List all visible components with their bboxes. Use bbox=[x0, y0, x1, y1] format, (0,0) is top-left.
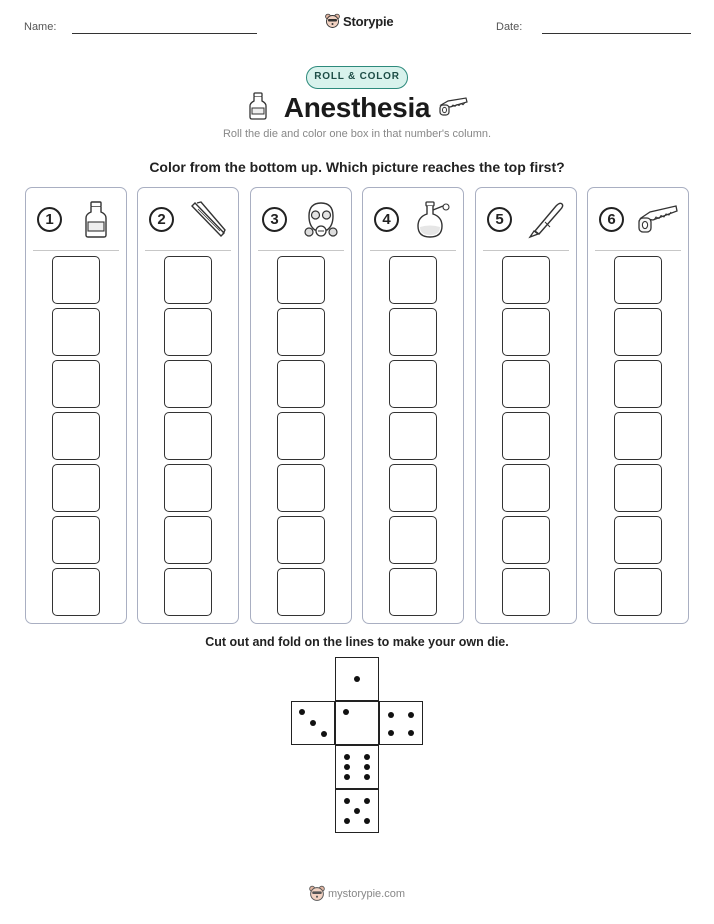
color-box[interactable] bbox=[164, 568, 212, 616]
color-box[interactable] bbox=[52, 256, 100, 304]
color-box[interactable] bbox=[277, 464, 325, 512]
date-label: Date: bbox=[496, 21, 523, 33]
color-box[interactable] bbox=[614, 308, 662, 356]
die-pip bbox=[344, 764, 350, 770]
color-box[interactable] bbox=[614, 464, 662, 512]
die-face-four bbox=[379, 701, 423, 745]
die-face-six bbox=[335, 745, 379, 789]
medicine-vial-icon bbox=[76, 200, 116, 240]
footer-url[interactable]: mystorypie.com bbox=[328, 887, 406, 900]
column-number: 6 bbox=[599, 207, 624, 232]
bear-mascot-icon bbox=[309, 885, 325, 902]
color-box[interactable] bbox=[502, 256, 550, 304]
column-5 bbox=[475, 187, 577, 624]
die-pip bbox=[343, 709, 349, 715]
column-divider bbox=[595, 250, 681, 251]
die-face-one bbox=[335, 657, 379, 701]
die-pip bbox=[364, 818, 370, 824]
bone-saw-icon bbox=[439, 97, 469, 117]
die-face-center bbox=[335, 701, 379, 745]
color-box[interactable] bbox=[164, 256, 212, 304]
color-box[interactable] bbox=[614, 516, 662, 564]
column-number: 5 bbox=[487, 207, 512, 232]
die-pip bbox=[310, 720, 316, 726]
column-divider bbox=[483, 250, 569, 251]
column-2 bbox=[137, 187, 239, 624]
color-box[interactable] bbox=[277, 568, 325, 616]
color-box[interactable] bbox=[277, 308, 325, 356]
color-box[interactable] bbox=[52, 308, 100, 356]
scalpel-icon bbox=[526, 200, 566, 240]
color-box[interactable] bbox=[164, 308, 212, 356]
gas-mask-icon bbox=[301, 200, 341, 240]
column-number: 3 bbox=[262, 207, 287, 232]
color-box[interactable] bbox=[164, 412, 212, 460]
color-box[interactable] bbox=[389, 256, 437, 304]
die-pip bbox=[321, 731, 327, 737]
color-box[interactable] bbox=[389, 464, 437, 512]
bear-mascot-icon bbox=[325, 13, 340, 29]
color-box[interactable] bbox=[502, 308, 550, 356]
die-pip bbox=[354, 808, 360, 814]
die-pip bbox=[408, 712, 414, 718]
die-pip bbox=[364, 754, 370, 760]
activity-badge: ROLL & COLOR bbox=[306, 66, 408, 89]
color-box[interactable] bbox=[389, 308, 437, 356]
die-pip bbox=[388, 712, 394, 718]
column-number: 4 bbox=[374, 207, 399, 232]
brand-name: Storypie bbox=[343, 13, 394, 29]
color-box[interactable] bbox=[389, 568, 437, 616]
color-box[interactable] bbox=[614, 568, 662, 616]
die-pip bbox=[364, 774, 370, 780]
column-divider bbox=[33, 250, 119, 251]
column-divider bbox=[145, 250, 231, 251]
instruction: Color from the bottom up. Which picture reaches the top first? bbox=[149, 159, 565, 175]
color-box[interactable] bbox=[389, 360, 437, 408]
color-box[interactable] bbox=[164, 360, 212, 408]
color-box[interactable] bbox=[164, 464, 212, 512]
column-divider bbox=[258, 250, 344, 251]
column-1 bbox=[25, 187, 127, 624]
die-face-three bbox=[291, 701, 335, 745]
tweezers-icon bbox=[188, 200, 228, 240]
column-divider bbox=[370, 250, 456, 251]
die-pip bbox=[364, 764, 370, 770]
color-box[interactable] bbox=[164, 516, 212, 564]
date-line[interactable] bbox=[542, 33, 691, 34]
color-box[interactable] bbox=[389, 412, 437, 460]
color-box[interactable] bbox=[52, 412, 100, 460]
column-number: 2 bbox=[149, 207, 174, 232]
die-pip bbox=[344, 798, 350, 804]
color-box[interactable] bbox=[502, 412, 550, 460]
color-box[interactable] bbox=[502, 464, 550, 512]
die-pip bbox=[344, 818, 350, 824]
subtitle: Roll the die and color one box in that number's column. bbox=[222, 128, 492, 140]
color-box[interactable] bbox=[277, 412, 325, 460]
column-4 bbox=[362, 187, 464, 624]
column-number: 1 bbox=[37, 207, 62, 232]
die-pip bbox=[299, 709, 305, 715]
die-pip bbox=[408, 730, 414, 736]
color-box[interactable] bbox=[389, 516, 437, 564]
round-flask-icon bbox=[413, 200, 453, 240]
bone-saw-icon bbox=[638, 200, 678, 240]
color-box[interactable] bbox=[52, 516, 100, 564]
column-6 bbox=[587, 187, 689, 624]
die-pip bbox=[388, 730, 394, 736]
color-box[interactable] bbox=[52, 360, 100, 408]
page-title: Anesthesia bbox=[283, 92, 431, 123]
color-box[interactable] bbox=[614, 360, 662, 408]
die-pip bbox=[354, 676, 360, 682]
brand-logo bbox=[325, 13, 393, 29]
color-box[interactable] bbox=[52, 464, 100, 512]
name-label: Name: bbox=[24, 21, 57, 33]
color-box[interactable] bbox=[502, 360, 550, 408]
color-box[interactable] bbox=[277, 516, 325, 564]
color-box[interactable] bbox=[277, 256, 325, 304]
color-box[interactable] bbox=[614, 412, 662, 460]
die-pip bbox=[344, 774, 350, 780]
footer bbox=[309, 885, 405, 902]
color-box[interactable] bbox=[502, 516, 550, 564]
color-box[interactable] bbox=[502, 568, 550, 616]
color-box[interactable] bbox=[277, 360, 325, 408]
die-pip bbox=[344, 754, 350, 760]
name-line[interactable] bbox=[72, 33, 257, 34]
die-face-five bbox=[335, 789, 379, 833]
color-box[interactable] bbox=[52, 568, 100, 616]
color-box[interactable] bbox=[614, 256, 662, 304]
column-3 bbox=[250, 187, 352, 624]
cut-instruction: Cut out and fold on the lines to make your own die. bbox=[205, 635, 509, 649]
die-pip bbox=[364, 798, 370, 804]
